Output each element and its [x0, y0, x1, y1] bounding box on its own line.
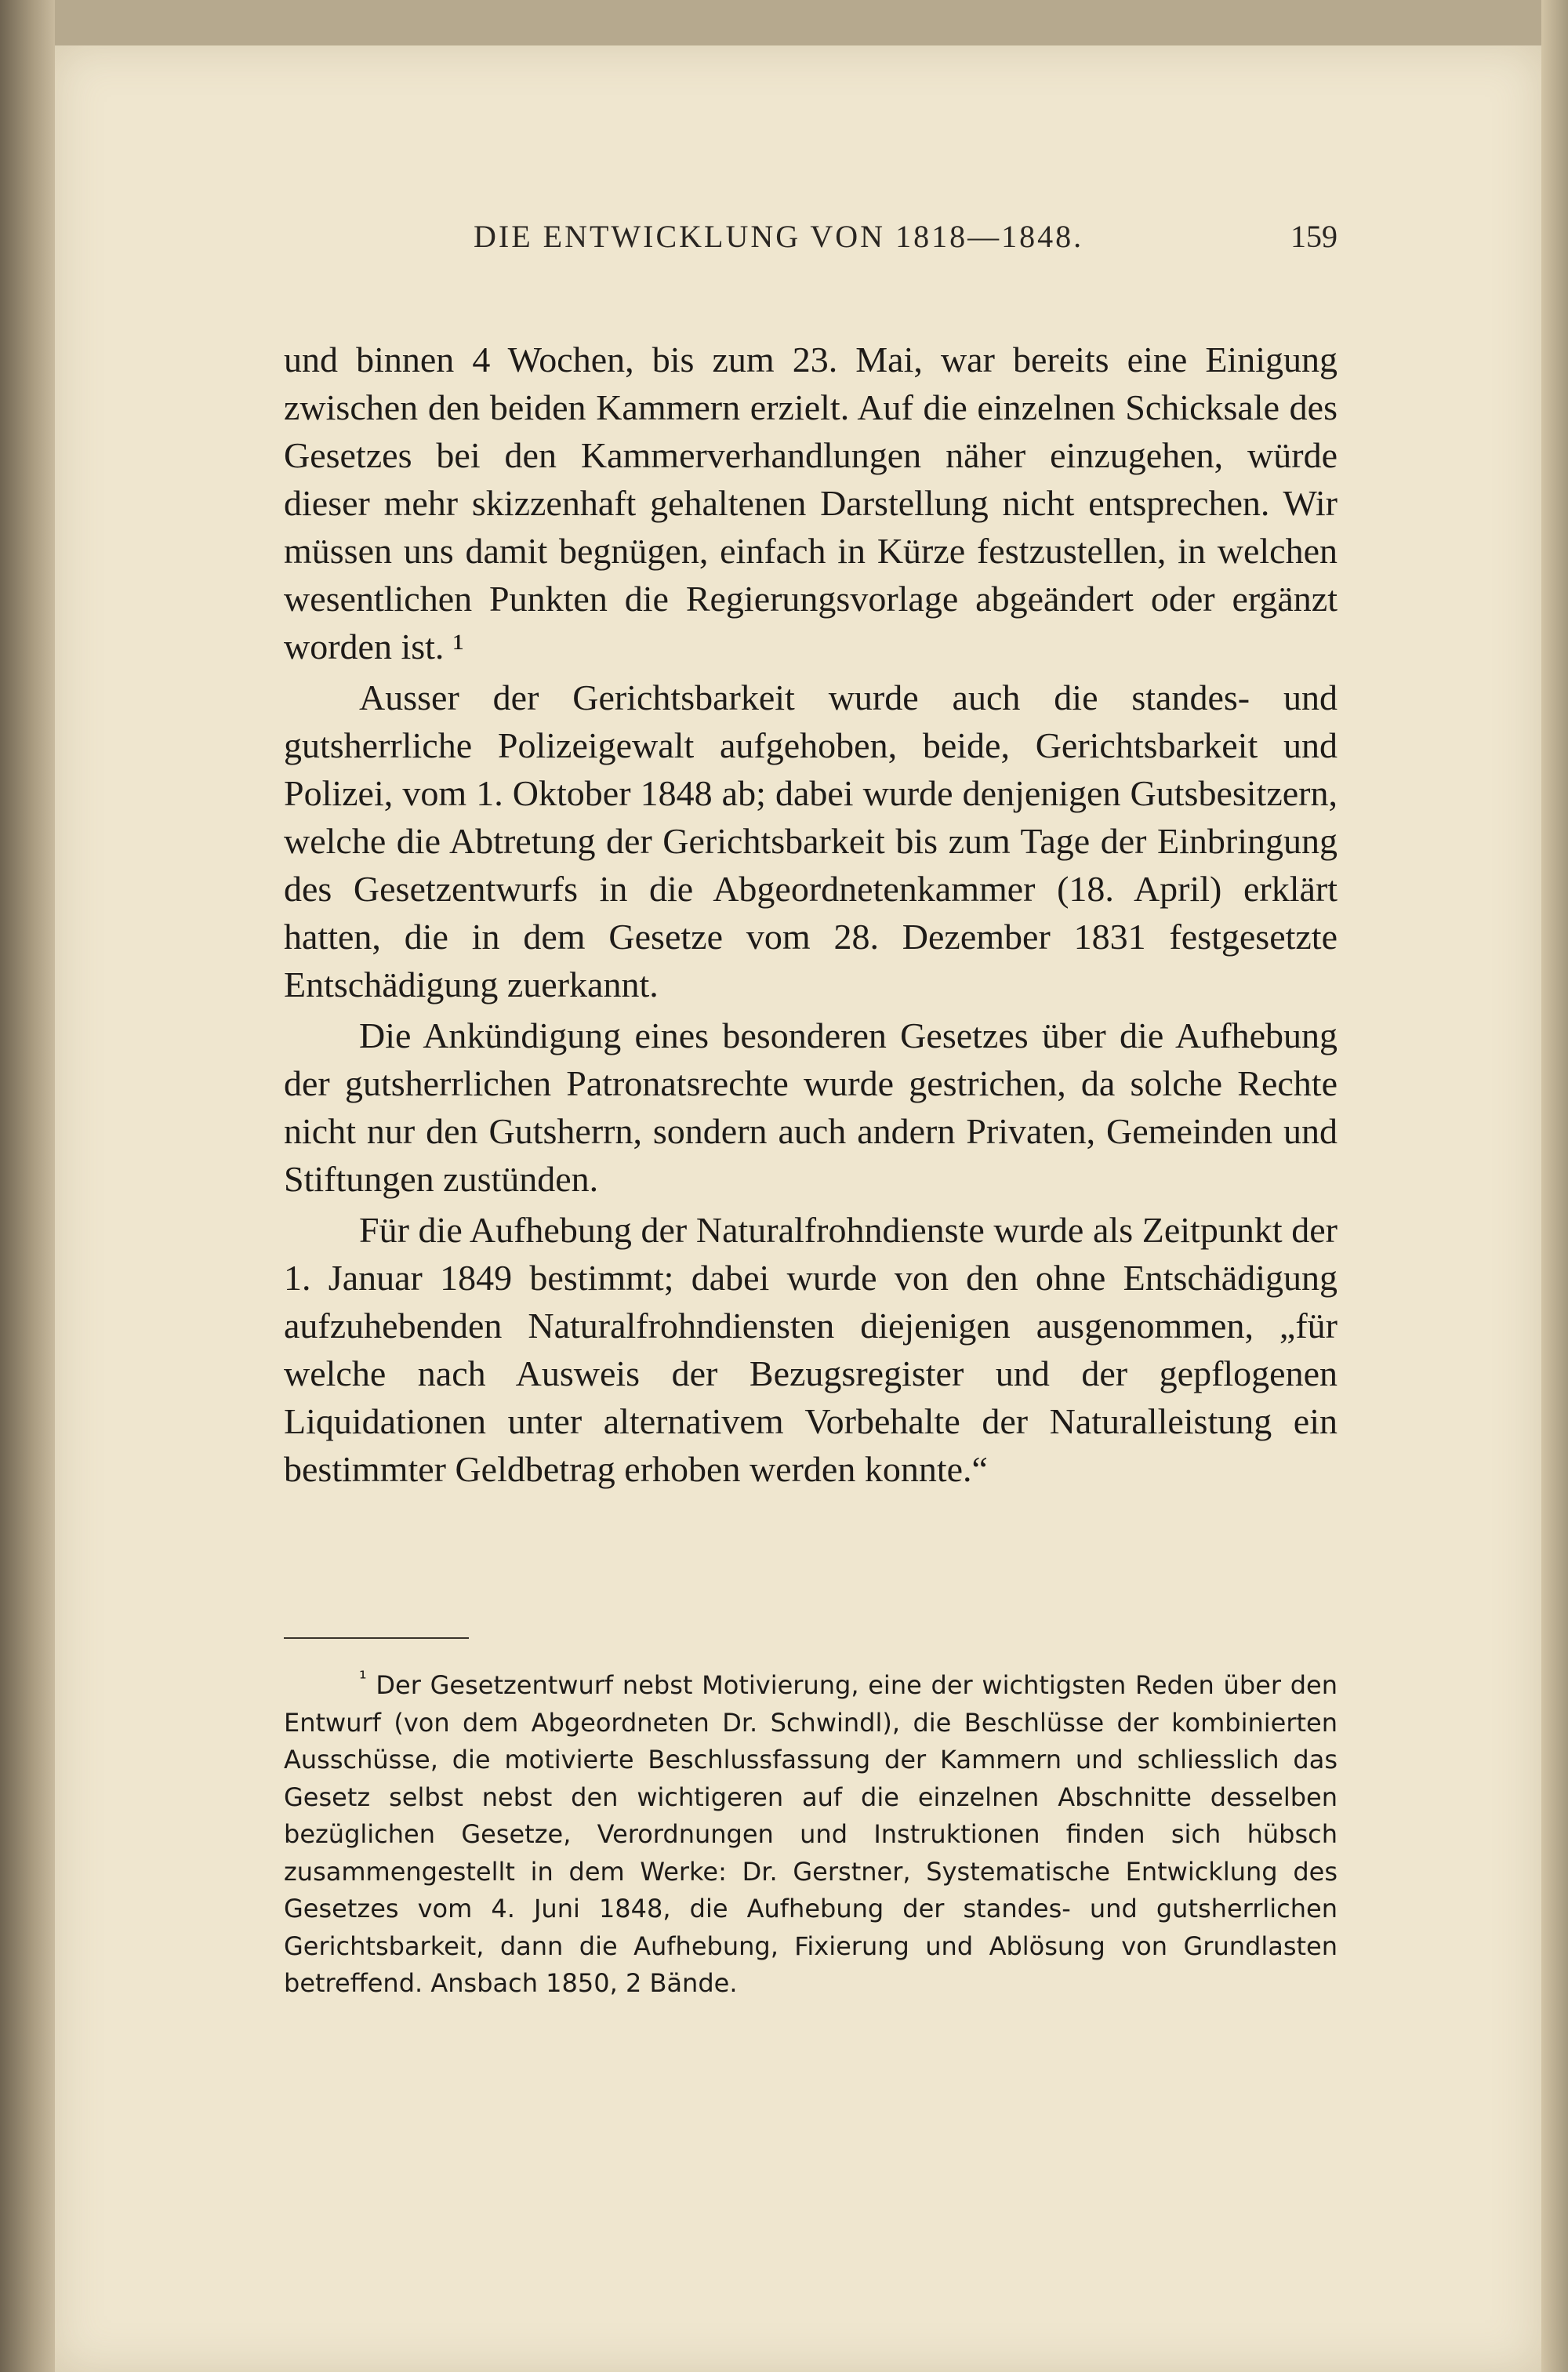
paragraph: und binnen 4 Wochen, bis zum 23. Mai, war bereits eine Einigung zwischen den beiden Kammern erzielt. Auf die einzelnen Schicksale des Gesetzes bei den Kammerverhandlungen näher einzugehen, würde dieser mehr skizzenhaft gehaltenen Darstellung nicht entsprechen. Wir müssen uns damit begnügen, einfach in Kürze festzustellen, in welchen wesentlichen Punkten die Regierungsvorlage abgeändert oder ergänzt worden ist. ¹	[284, 340, 1338, 667]
footnote-divider	[284, 1637, 469, 1639]
footnote-mark: ¹	[359, 1667, 367, 1690]
scan-edge-right	[1541, 0, 1568, 2372]
footnotes	[284, 1667, 1338, 2003]
page-number: 159	[1290, 219, 1338, 254]
scan-edge-left	[0, 0, 55, 2372]
paragraph: Ausser der Gerichtsbarkeit wurde auch die standes- und gutsherrliche Polizeigewalt aufgehoben, beide, Gerichtsbarkeit und Polizei, vom 1. Oktober 1848 ab; dabei wurde denjenigen Gutsbesitzern, welche die Abtretung der Gerichtsbarkeit bis zum Tage der Einbringung des Gesetzentwurfs in die Abgeordnetenkammer (18. April) erklärt hatten, die in dem Gesetze vom 28. Dezember 1831 festgesetzte Entschädigung zuerkannt.	[284, 677, 1338, 1004]
body-text	[284, 336, 1338, 1496]
paragraph: Die Ankündigung eines besonderen Gesetzes über die Aufhebung der gutsherrlichen Patronatsrechte wurde gestrichen, da solche Rechte nicht nur den Gutsherrn, sondern auch andern Privaten, Gemeinden und Stiftungen zustünden.	[284, 1015, 1338, 1199]
book-page	[55, 45, 1541, 2372]
footnote	[284, 1667, 1338, 2003]
paragraph: Für die Aufhebung der Naturalfrohndienste wurde als Zeitpunkt der 1. Januar 1849 bestimmt; dabei wurde von den ohne Entschädigung aufzuhebenden Naturalfrohndiensten diejenigen ausgenommen, „für welche nach Ausweis der Bezugsregister und der gepflogenen Liquidationen unter alternativem Vorbehalte der Naturalleistung ein bestimmter Geldbetrag erhoben werden konnte.“	[284, 1210, 1338, 1489]
running-head: DIE ENTWICKLUNG VON 1818—1848.	[474, 219, 1084, 254]
footnote-text: Der Gesetzentwurf nebst Motivierung, eine der wichtigsten Reden über den Entwurf (von dem Abgeordneten Dr. Schwindl), die Beschlüsse der kombinierten Ausschüsse, die motivierte Beschlussfassung der Kammern und schliesslich das Gesetz selbst nebst den wichtigeren auf die einzelnen Abschnitte desselben bezüglichen Gesetze, Verordnungen und Instruktionen finden sich hübsch zusammengestellt in dem Werke: Dr. Gerstner, Systematische Entwicklung des Gesetzes vom 4. Juni 1848, die Aufhebung der standes- und gutsherrlichen Gerichtsbarkeit, dann die Aufhebung, Fixierung und Ablösung von Grundlasten betreffend. Ansbach 1850, 2 Bände.	[284, 1670, 1338, 1998]
page-header	[55, 218, 1541, 281]
